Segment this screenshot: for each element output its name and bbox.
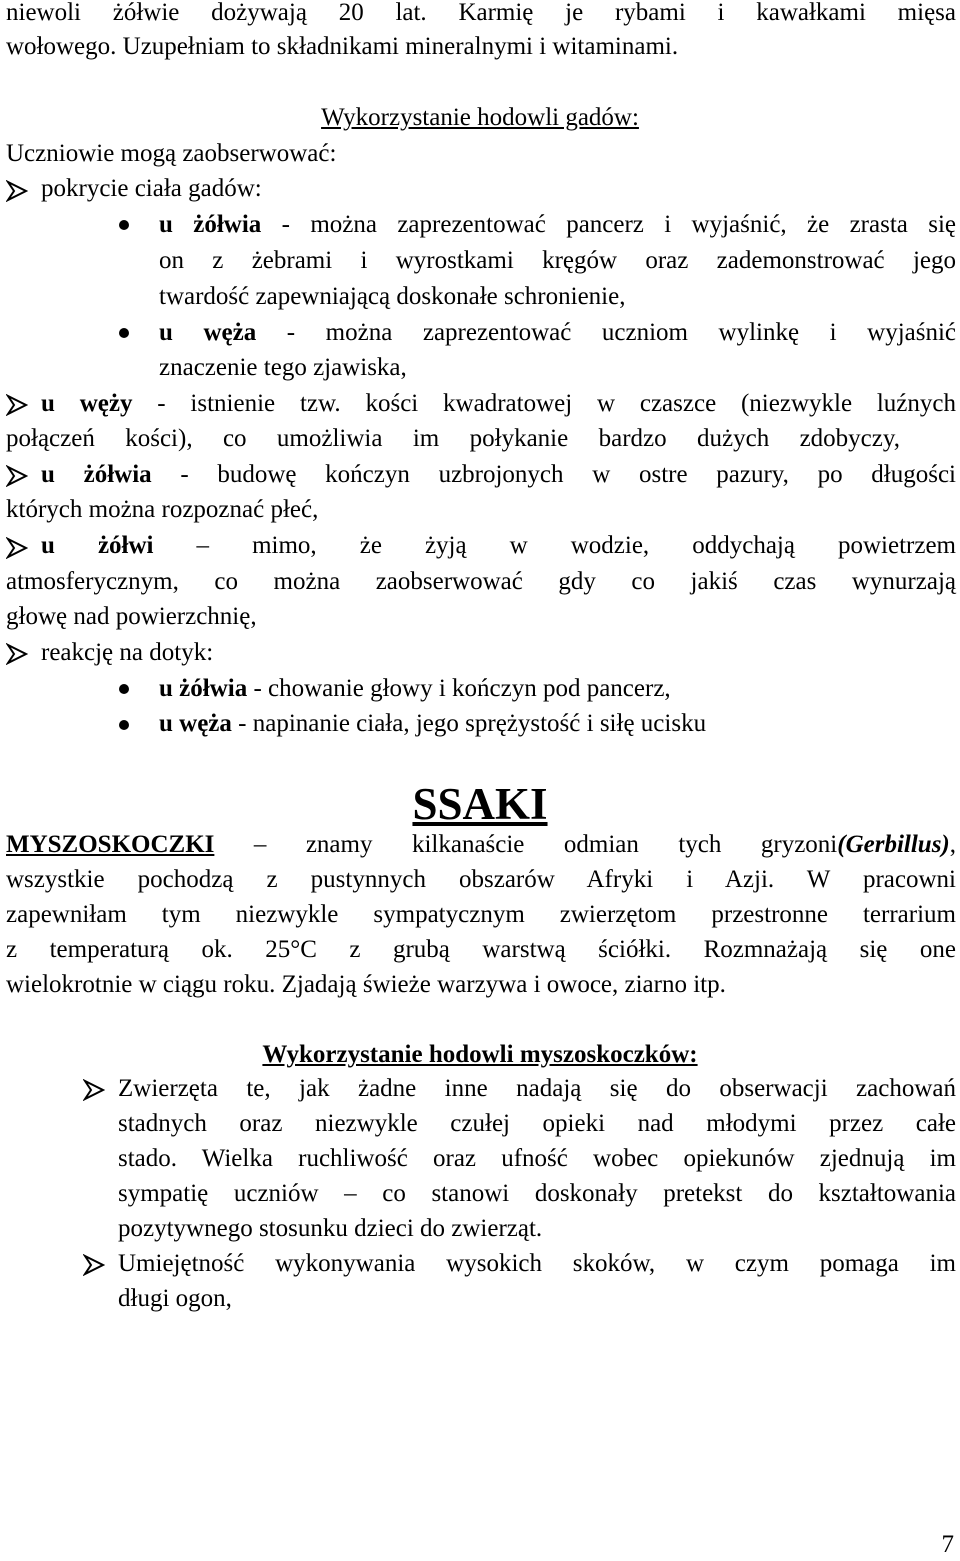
arrow-bullet-icon (6, 643, 28, 665)
intro-line-2: wołowego. Uzupełniam to składnikami mineralnymi i witaminami. (6, 33, 679, 60)
bold-term: u węża (159, 710, 232, 737)
myszo-item-1-line-4: sympatię uczniów – co stanowi doskonały pretekst do kształtowania (118, 1180, 956, 1207)
gady-item-3-line-2: których można rozpoznać płeć, (6, 496, 319, 523)
arrow-bullet-icon (83, 1079, 105, 1101)
intro-line-1: niewoli żółwie dożywają 20 lat. Karmię je rybami i kawałkami mięsa (6, 0, 956, 26)
section-heading-ssaki: SSAKI (412, 779, 548, 829)
text-run: - można zaprezentować pancerz i wyjaśnić, że zrasta się (261, 211, 956, 238)
gady-snake-molt-line-2: znaczenie tego zjawiska, (159, 354, 407, 381)
ssaki-paragraph-line-4: z temperaturą ok. 25°C z grubą warstwą ściółki. Rozmnażają się one (6, 936, 956, 963)
text-run: - istnienie tzw. kości kwadratowej w czaszce (niezwykle luźnych (132, 390, 956, 417)
myszo-item-2-line-2: długi ogon, (118, 1285, 232, 1312)
text-run: - chowanie głowy i kończyn pod pancerz, (247, 675, 671, 702)
gady-lead: Uczniowie mogą zaobserwować: (6, 140, 337, 167)
ssaki-paragraph-line-2: wszystkie pochodzą z pustynnych obszarów Afryki i Azji. W pracowni (6, 866, 956, 893)
text-run: - można zaprezentować uczniom wylinkę i wyjaśnić (256, 319, 957, 346)
bold-term: u żółwi (41, 532, 154, 559)
text-run: – mimo, że żyją w wodzie, oddychają powietrzem (153, 532, 957, 559)
ssaki-paragraph-line-5: wielokrotnie w ciągu roku. Zjadają świeże warzywa i owoce, ziarno itp. (6, 971, 726, 998)
gady-item-4-line-1 (41, 529, 956, 563)
myszo-item-1-line-2: stadnych oraz niezwykle czułej opieki nad młodymi przez całe (118, 1110, 956, 1137)
text-run: , (949, 831, 956, 858)
gady-touch-snake (159, 707, 956, 741)
bold-term: u żółwia (159, 675, 248, 702)
text-run: – znamy kilkanaście odmian tych gryzoni (214, 831, 838, 858)
bold-term: u węża (159, 319, 257, 346)
section-heading-gady: Wykorzystanie hodowli gadów: (321, 104, 639, 131)
arrow-bullet-icon (83, 1254, 105, 1276)
page-number: 7 (941, 1531, 954, 1558)
gady-item-2-line-2: połączeń kości), co umożliwia im połykanie bardzo dużych zdobyczy, (6, 425, 900, 452)
ssaki-paragraph-line-3: zapewniłam tym niezwykle sympatycznym zwierzętom przestronne terrarium (6, 901, 956, 928)
gady-item-5: reakcję na dotyk: (41, 639, 214, 666)
gady-item-4-line-2: atmosferycznym, co można zaobserwować gdy co jakiś czas wynurzają (6, 568, 956, 595)
latin-name: (Gerbillus) (837, 831, 950, 858)
ssaki-paragraph-line-1 (6, 828, 956, 862)
gady-snake-molt-line-1 (159, 316, 956, 350)
section-heading-myszoskoczki: Wykorzystanie hodowli myszoskoczków: (262, 1041, 698, 1068)
bold-term: MYSZOSKOCZKI (6, 831, 215, 858)
gady-item-2-line-1 (41, 387, 956, 421)
arrow-bullet-icon (6, 537, 28, 559)
gady-turtle-shell-line-3: twardość zapewniającą doskonałe schronienie, (159, 283, 626, 310)
gady-touch-turtle (159, 672, 956, 706)
myszo-item-1-line-5: pozytywnego stosunku dzieci do zwierząt. (118, 1215, 543, 1242)
myszo-item-1-line-3: stado. Wielka ruchliwość oraz ufność wobec opiekunów zjednują im (118, 1145, 956, 1172)
gady-turtle-shell-line-2: on z żebrami i wyrostkami kręgów oraz zademonstrować jego (159, 247, 956, 274)
myszo-item-2-line-1: Umiejętność wykonywania wysokich skoków, w czym pomaga im (118, 1250, 956, 1277)
text-run: - budowę kończyn uzbrojonych w ostre pazury, po długości (151, 461, 956, 488)
arrow-bullet-icon (6, 394, 28, 416)
dot-bullet-icon (119, 684, 129, 694)
gady-turtle-shell-line-1 (159, 208, 956, 242)
text-run: - napinanie ciała, jego sprężystość i siłę ucisku (231, 710, 707, 737)
dot-bullet-icon (119, 720, 129, 730)
bold-term: u żółwia (41, 461, 152, 488)
gady-item-3-line-1 (41, 458, 956, 492)
bold-term: u węży (41, 390, 133, 417)
dot-bullet-icon (119, 220, 129, 230)
myszo-item-1-line-1: Zwierzęta te, jak żadne inne nadają się do obserwacji zachowań (118, 1075, 956, 1102)
dot-bullet-icon (119, 328, 129, 338)
gady-item-1: pokrycie ciała gadów: (41, 175, 262, 202)
arrow-bullet-icon (6, 465, 28, 487)
arrow-bullet-icon (6, 180, 28, 202)
bold-term: u żółwia (159, 211, 262, 238)
gady-item-4-line-3: głowę nad powierzchnię, (6, 603, 257, 630)
